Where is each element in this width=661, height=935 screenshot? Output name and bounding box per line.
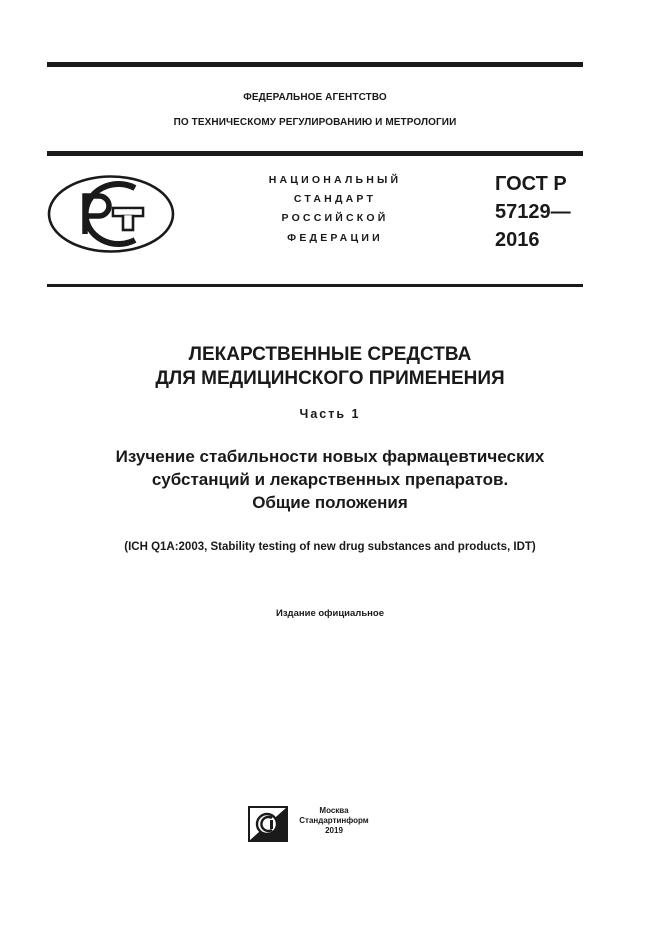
standard-kind-line-2: СТАНДАРТ <box>293 193 377 205</box>
gost-number-line-2: 57129— <box>495 201 571 223</box>
standard-kind-line-4: ФЕДЕРАЦИИ <box>287 232 383 244</box>
standartinform-logo-icon <box>248 806 288 842</box>
document-subtitle-line-3: Общие положения <box>252 493 408 512</box>
part-label: Часть 1 <box>299 407 361 421</box>
rst-certification-mark-icon <box>47 174 175 254</box>
document-title-line-1: ЛЕКАРСТВЕННЫЕ СРЕДСТВА <box>188 344 472 365</box>
publisher-city: Москва <box>319 806 349 815</box>
bottom-rule <box>47 284 583 287</box>
publisher-year: 2019 <box>325 826 343 835</box>
standard-kind-line-3: РОССИЙСКОЙ <box>281 212 389 224</box>
gost-number <box>495 170 595 254</box>
agency-name-line-2: ПО ТЕХНИЧЕСКОМУ РЕГУЛИРОВАНИЮ И МЕТРОЛОГИИ <box>173 117 457 128</box>
edition-label: Издание официальное <box>276 608 384 619</box>
publisher-name: Стандартинформ <box>299 816 369 825</box>
document-subtitle-line-1: Изучение стабильности новых фармацевтических <box>115 447 545 466</box>
top-rule <box>47 62 583 67</box>
ich-reference: (ICH Q1A:2003, Stability testing of new drug substances and products, IDT) <box>124 541 536 553</box>
middle-rule <box>47 151 583 156</box>
standard-kind-line-1: НАЦИОНАЛЬНЫЙ <box>268 174 402 186</box>
gost-number-line-1: ГОСТ Р <box>495 173 567 195</box>
agency-name-line-1: ФЕДЕРАЛЬНОЕ АГЕНТСТВО <box>243 92 387 103</box>
gost-number-line-3: 2016 <box>495 229 540 251</box>
document-title-line-2: ДЛЯ МЕДИЦИНСКОГО ПРИМЕНЕНИЯ <box>155 368 505 389</box>
document-subtitle-line-2: субстанций и лекарственных препаратов. <box>151 470 509 489</box>
